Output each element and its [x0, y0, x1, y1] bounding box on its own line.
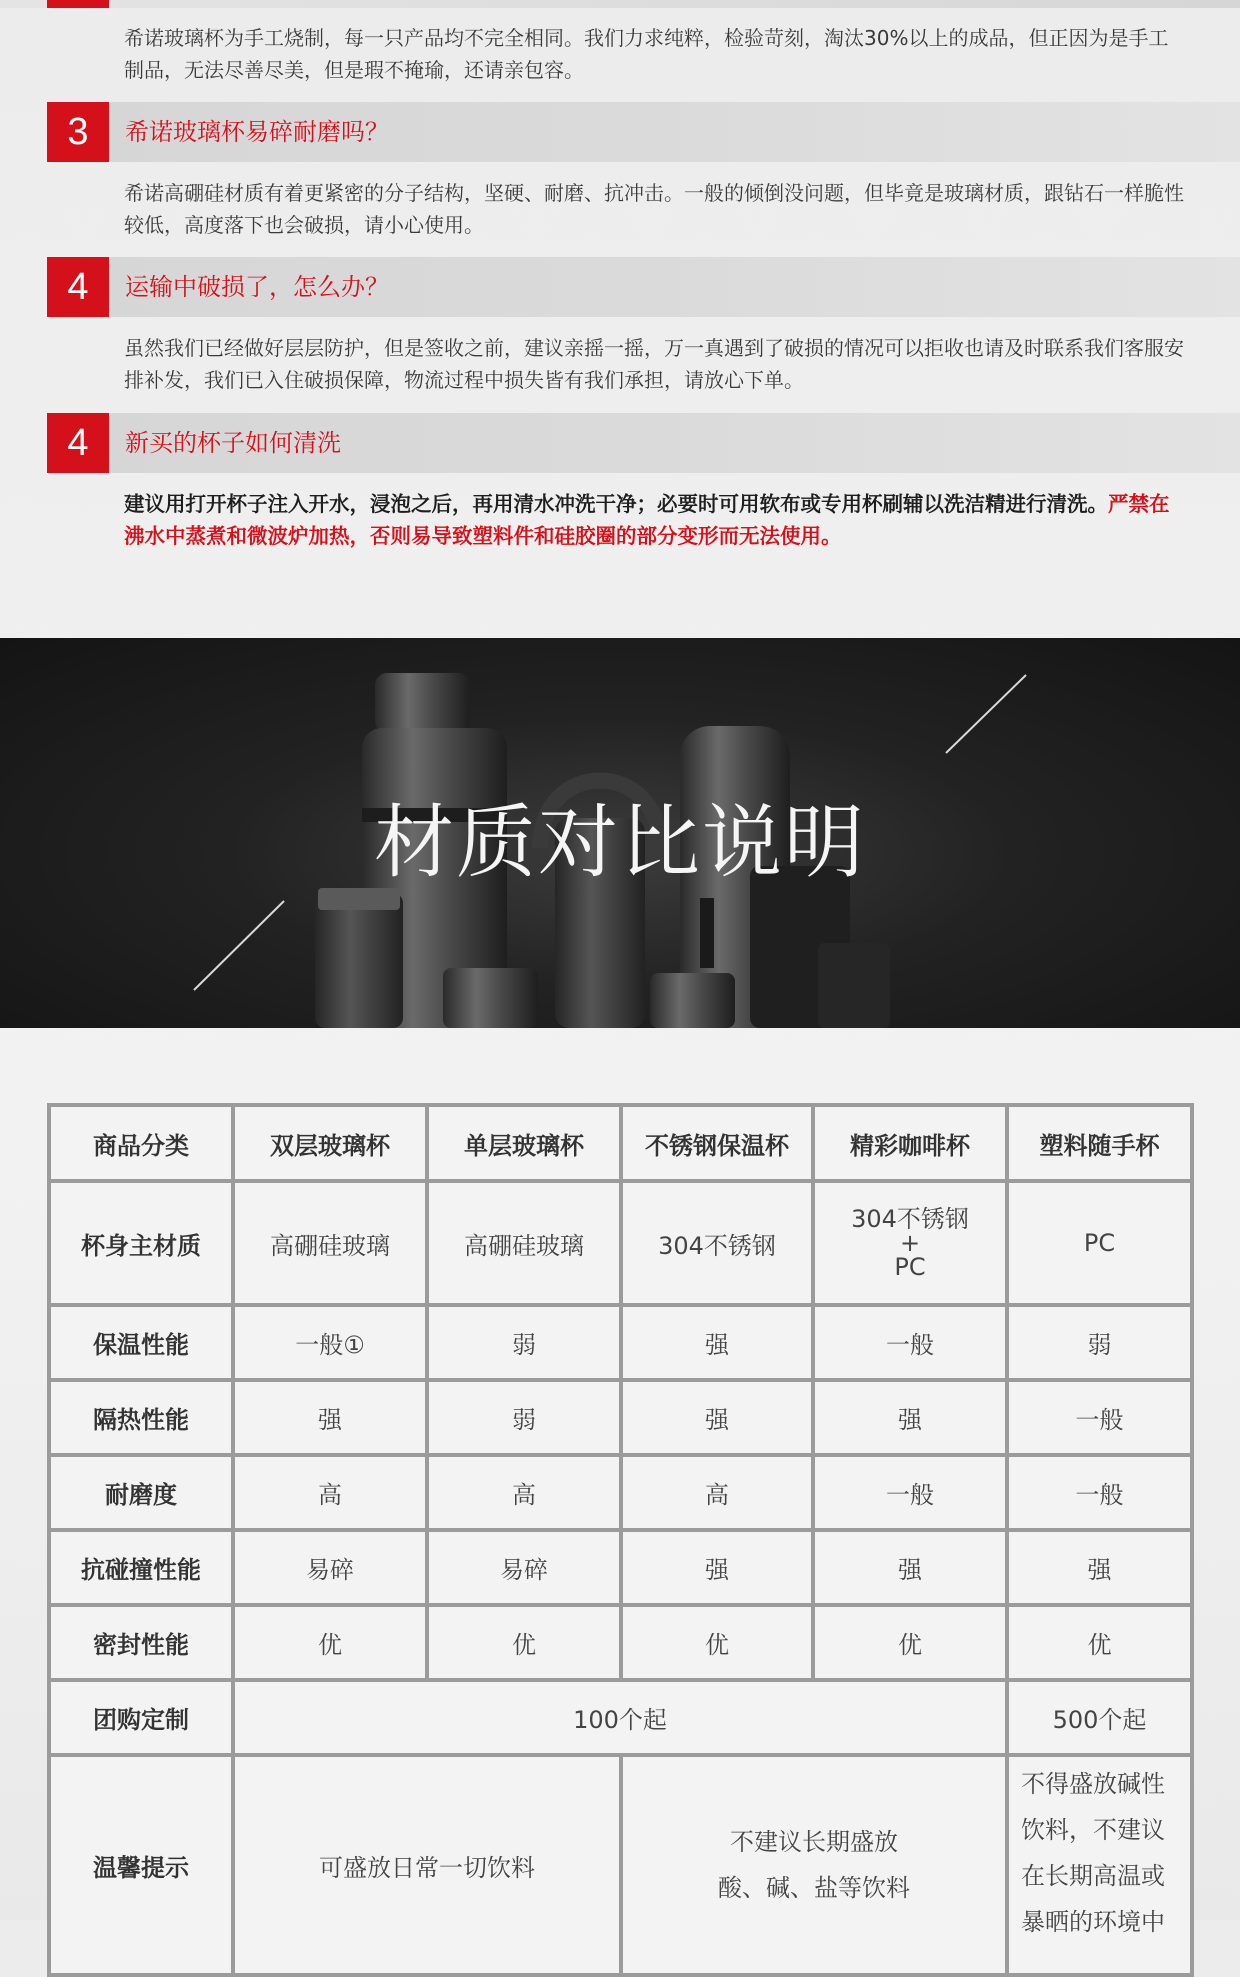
table-row [49, 1755, 1192, 1975]
table-row [49, 1305, 1192, 1380]
faq-question-bar [47, 413, 1240, 473]
faq-section [0, 0, 1240, 638]
material-comparison-table [47, 1103, 1194, 1977]
question-text: 运输中破损了，怎么办？ [125, 273, 389, 301]
faq-answer: 希诺高硼硅材质有着更紧密的分子结构，坚硬、耐磨、抗冲击。一般的倾倒没问题，但毕竟是玻璃材质，跟钻石一样脆性较低，高度落下也会破损，请小心使用。 [124, 181, 1184, 237]
faq-answer-cleaning [124, 488, 1184, 552]
row-label: 保温性能 [49, 1305, 233, 1380]
table-row [49, 1680, 1192, 1755]
table-cell: 优 [813, 1605, 1007, 1680]
table-cell: 一般 [813, 1455, 1007, 1530]
header-cell: 双层玻璃杯 [233, 1105, 427, 1181]
table-cell: 500个起 [1007, 1680, 1192, 1755]
table-cell: 易碎 [233, 1530, 427, 1605]
table-cell: 高硼硅玻璃 [233, 1181, 427, 1305]
cell-line: PC [894, 1253, 926, 1281]
cell-line: 304不锈钢 [851, 1205, 969, 1233]
cleaning-warning: 严禁在沸水中蒸煮和微波炉加热，否则易导致塑料件和硅胶圈的部分变形而无法使用。 [124, 492, 1170, 548]
top-question-bar-partial [0, 0, 1240, 8]
row-label: 团购定制 [49, 1680, 233, 1755]
table-row [49, 1455, 1192, 1530]
table-cell: 优 [621, 1605, 813, 1680]
question-number: 4 [47, 413, 109, 473]
header-cell: 精彩咖啡杯 [813, 1105, 1007, 1181]
faq-question-bar [47, 102, 1240, 162]
row-label: 温馨提示 [49, 1755, 233, 1975]
table-cell: 优 [427, 1605, 621, 1680]
table-cell: 强 [621, 1530, 813, 1605]
row-label: 杯身主材质 [49, 1181, 233, 1305]
cell-line: 不建议长期盛放 [730, 1828, 898, 1856]
faq-answer-intro: 希诺玻璃杯为手工烧制，每一只产品均不完全相同。我们力求纯粹，检验苛刻，淘汰30%以上的成品，但正因为是手工制品，无法尽善尽美，但是瑕不掩瑜，还请亲包容。 [124, 26, 1169, 82]
row-label: 抗碰撞性能 [49, 1530, 233, 1605]
table-row [49, 1380, 1192, 1455]
table-cell: 高硼硅玻璃 [427, 1181, 621, 1305]
table-row [49, 1181, 1192, 1305]
table-cell: 弱 [427, 1305, 621, 1380]
table-cell: 一般 [1007, 1455, 1192, 1530]
faq-answer: 虽然我们已经做好层层防护，但是签收之前，建议亲摇一摇，万一真遇到了破损的情况可以拒收也请及时联系我们客服安排补发，我们已入住破损保障，物流过程中损失皆有我们承担，请放心下单。 [124, 336, 1184, 392]
row-label: 耐磨度 [49, 1455, 233, 1530]
cell-line: 饮料，不建议 [1021, 1816, 1165, 1844]
cell-line: 酸、碱、盐等饮料 [718, 1874, 910, 1902]
table-cell-merged [621, 1755, 1007, 1975]
table-cell: 高 [621, 1455, 813, 1530]
table-cell: 强 [813, 1380, 1007, 1455]
table-cell: 强 [1007, 1530, 1192, 1605]
table-header-row [49, 1105, 1192, 1181]
header-cell: 商品分类 [49, 1105, 233, 1181]
table-cell: 高 [233, 1455, 427, 1530]
table-cell: 优 [233, 1605, 427, 1680]
table-cell: 强 [813, 1530, 1007, 1605]
question-text: 新买的杯子如何清洗 [125, 429, 341, 457]
table-cell: 304不锈钢 [621, 1181, 813, 1305]
table-row [49, 1530, 1192, 1605]
table-cell-wrapped [1007, 1755, 1192, 1975]
table-cell: 易碎 [427, 1530, 621, 1605]
table-cell: 一般 [1007, 1380, 1192, 1455]
cell-line: 不得盛放碱性 [1021, 1770, 1165, 1798]
table-cell: 一般① [233, 1305, 427, 1380]
table-cell: 强 [233, 1380, 427, 1455]
row-label: 密封性能 [49, 1605, 233, 1680]
faq-question-bar [47, 257, 1240, 317]
table-cell: 一般 [813, 1305, 1007, 1380]
row-label: 隔热性能 [49, 1380, 233, 1455]
cell-line: 暴晒的环境中 [1021, 1908, 1165, 1936]
table-cell: 优 [1007, 1605, 1192, 1680]
table-cell-merged: 可盛放日常一切饮料 [233, 1755, 621, 1975]
table-cell: 高 [427, 1455, 621, 1530]
header-cell: 塑料随手杯 [1007, 1105, 1192, 1181]
question-text: 希诺玻璃杯易碎耐磨吗？ [125, 118, 389, 146]
header-cell: 单层玻璃杯 [427, 1105, 621, 1181]
cell-line: + [899, 1229, 921, 1257]
header-cell: 不锈钢保温杯 [621, 1105, 813, 1181]
material-banner [0, 638, 1240, 1028]
question-number: 3 [47, 102, 109, 162]
table-cell: 弱 [1007, 1305, 1192, 1380]
banner-title: 材质对比说明 [374, 796, 866, 889]
question-number: 4 [47, 257, 109, 317]
table-cell: 弱 [427, 1380, 621, 1455]
table-cell: 强 [621, 1380, 813, 1455]
table-cell: PC [1007, 1181, 1192, 1305]
cleaning-instruction: 建议用打开杯子注入开水，浸泡之后，再用清水冲洗干净；必要时可用软布或专用杯刷辅以洗洁精进行清洗。 [124, 492, 1108, 516]
table-row [49, 1605, 1192, 1680]
table-cell: 强 [621, 1305, 813, 1380]
cell-line: 在长期高温或 [1021, 1862, 1165, 1890]
table-cell-merged: 100个起 [233, 1680, 1007, 1755]
comparison-table-wrapper [47, 1103, 1190, 1936]
table-cell-stacked [813, 1181, 1007, 1305]
